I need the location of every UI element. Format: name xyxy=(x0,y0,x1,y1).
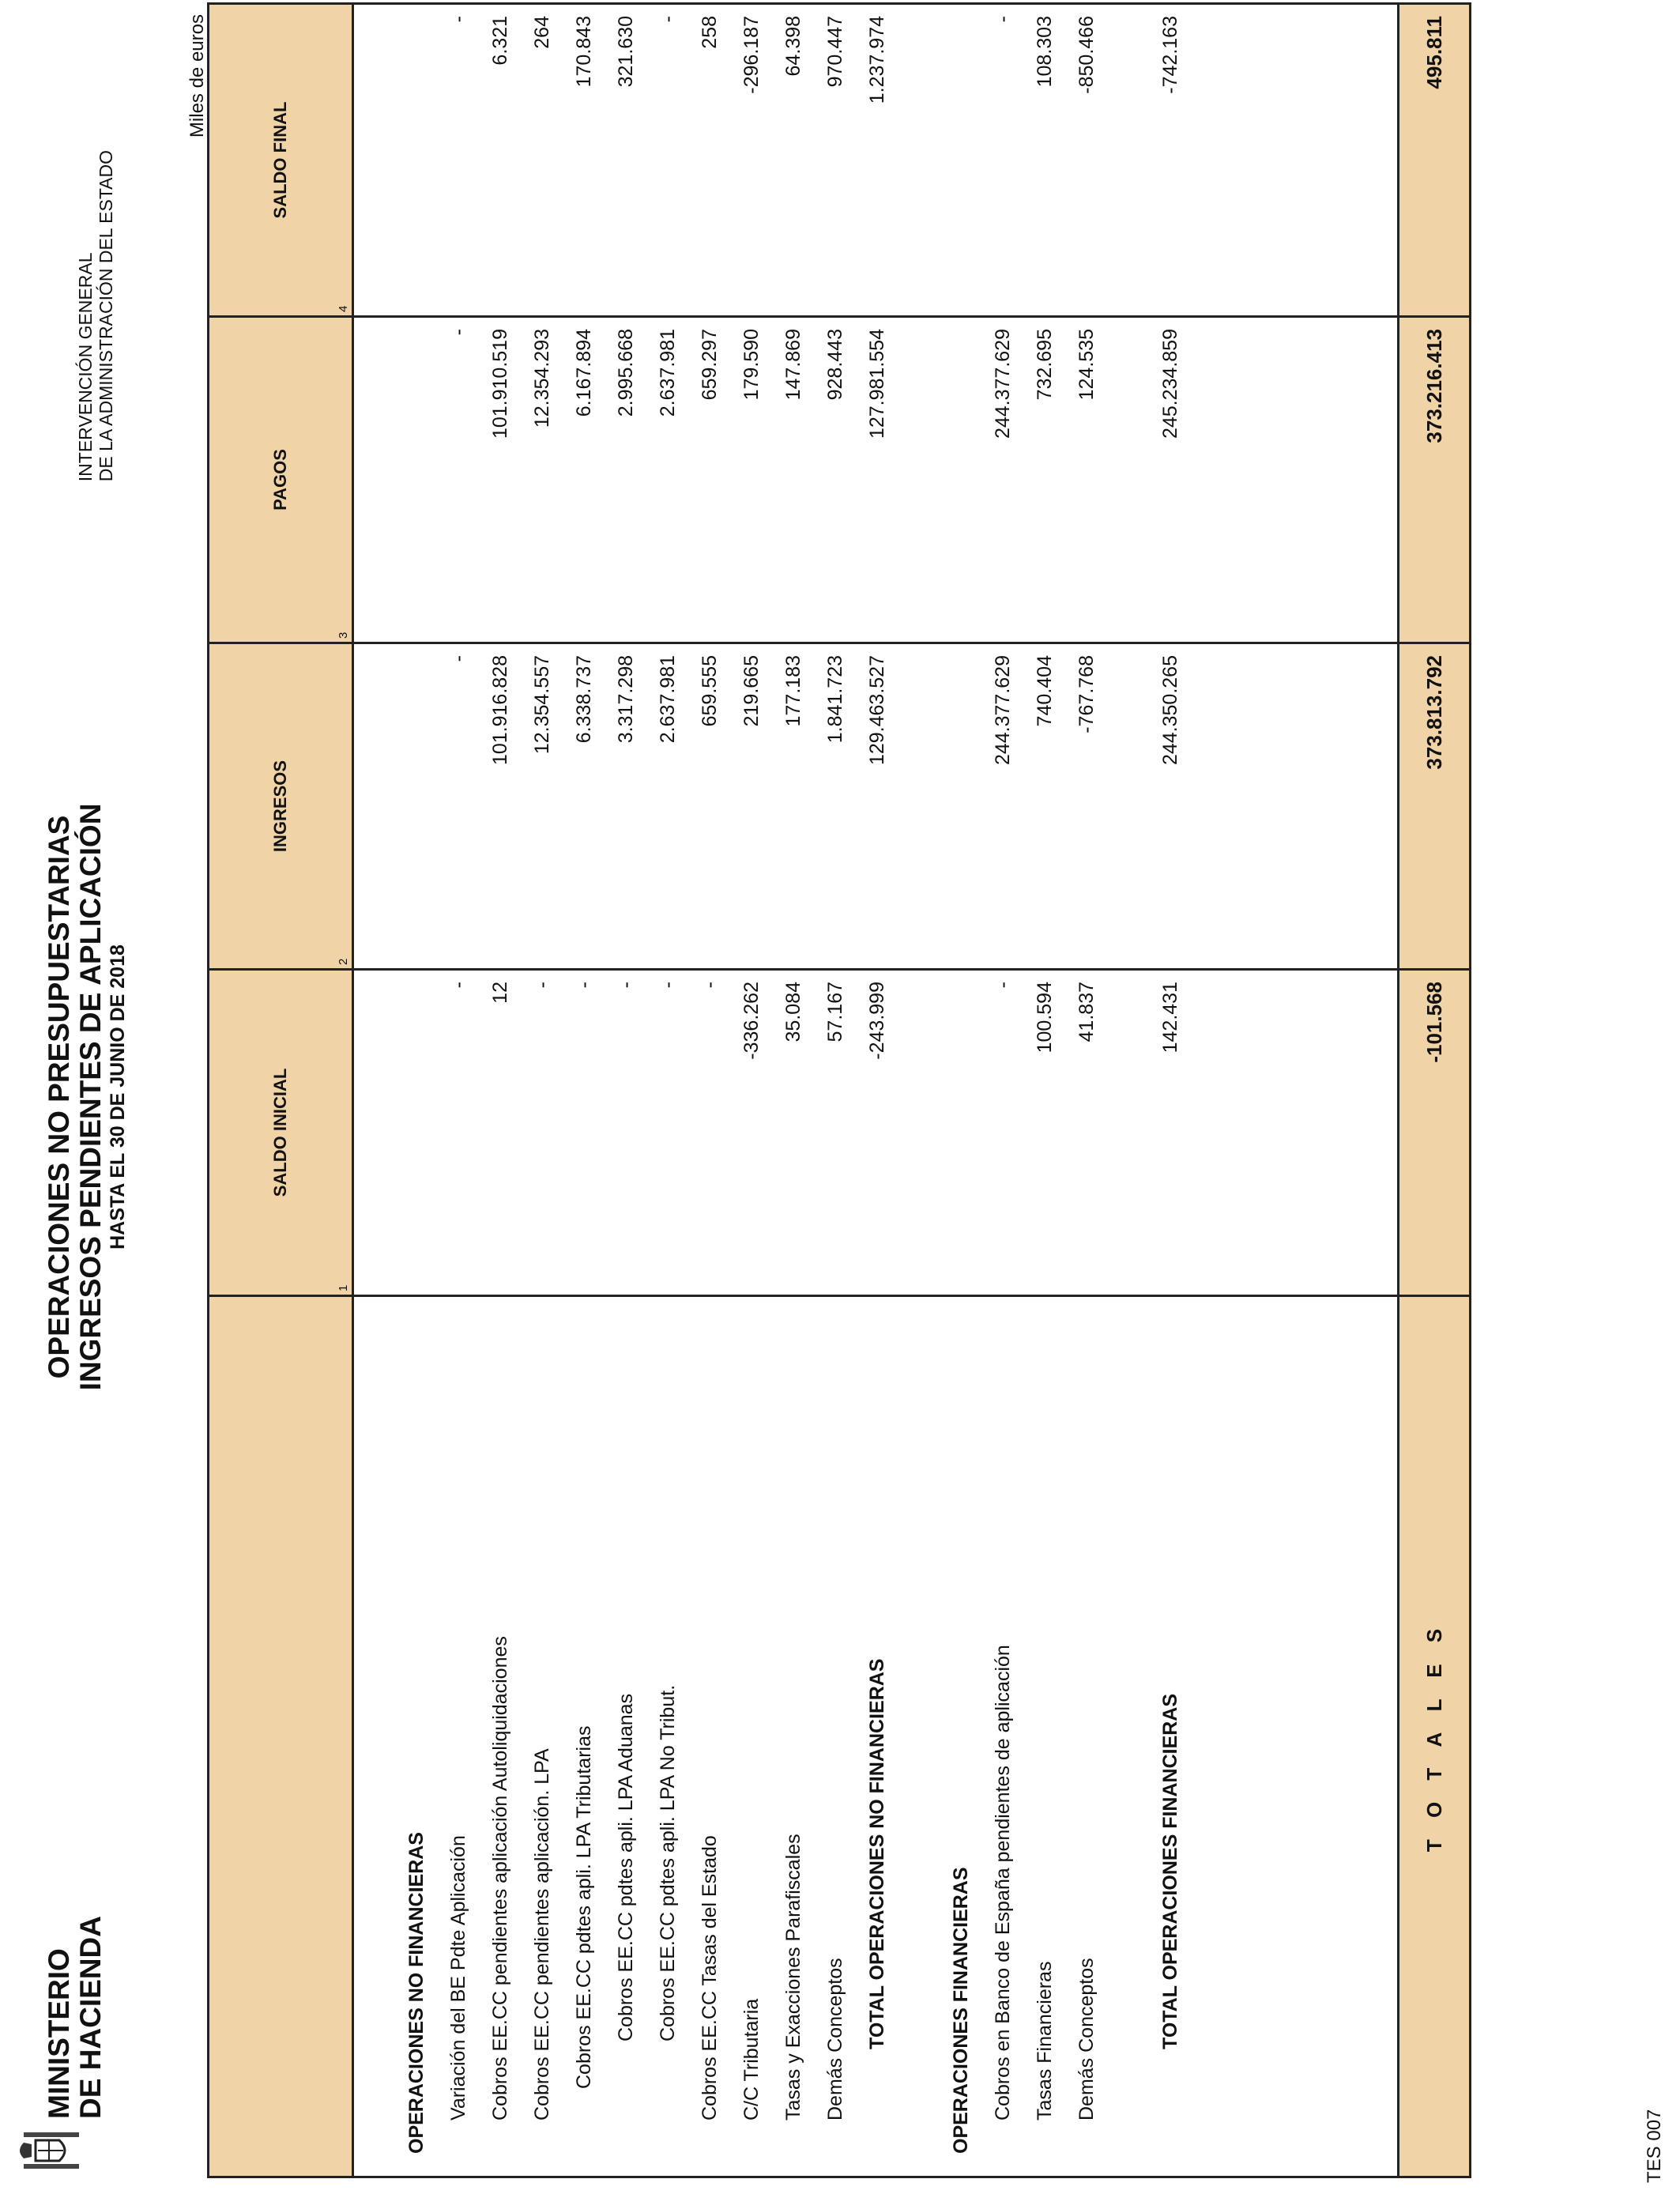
totals-row xyxy=(1399,4,1471,2177)
table-cell: 100.594 xyxy=(1034,982,1056,1054)
table-cell: -336.262 xyxy=(740,982,763,1060)
table-cell: - xyxy=(992,16,1014,23)
table-cell: -767.768 xyxy=(1075,655,1098,733)
table-cell: 12 xyxy=(489,982,511,1004)
table-cell: 12.354.293 xyxy=(531,329,553,428)
column-number: 2 xyxy=(337,958,350,965)
table-cell xyxy=(396,971,438,1295)
table-cell: 2.995.668 xyxy=(615,329,637,417)
ministry-line-1: MINISTERIO xyxy=(43,1948,75,2119)
table-cell: - xyxy=(699,982,721,989)
pagos-column xyxy=(353,317,1399,643)
table-cell: - xyxy=(992,982,1014,989)
table-cell: -296.187 xyxy=(740,16,763,94)
row-label: Tasas y Exacciones Parafiscales xyxy=(782,1834,804,2120)
row-label: C/C Tributaria xyxy=(740,1998,763,2120)
table-cell: 108.303 xyxy=(1034,16,1056,88)
table-header-row xyxy=(209,4,353,2177)
header-pagos xyxy=(209,317,353,643)
subtotal-label: TOTAL OPERACIONES NO FINANCIERAS xyxy=(866,1658,888,2049)
row-label: Cobros en Banco de España pendientes de aplicación xyxy=(992,1645,1014,2120)
total-ingresos: 373.813.792 xyxy=(1399,643,1471,970)
table-cell: 147.869 xyxy=(782,329,804,401)
table-cell: - xyxy=(657,982,679,989)
row-label: Cobros EE.CC Tasas del Estado xyxy=(699,1835,721,2120)
table-cell: 6.321 xyxy=(489,16,511,66)
table-cell: 127.981.554 xyxy=(866,329,888,439)
table-cell: 179.590 xyxy=(740,329,763,401)
title-line-3: HASTA EL 30 DE JUNIO DE 2018 xyxy=(107,944,129,1250)
column-label: PAGOS xyxy=(270,449,290,511)
table-cell: 1.841.723 xyxy=(824,655,846,744)
table-body-row xyxy=(353,4,1399,2177)
table-cell: - xyxy=(573,982,595,989)
header-concept-cell xyxy=(209,1296,353,2177)
table-cell: 3.317.298 xyxy=(615,655,637,744)
table-cell xyxy=(940,5,982,315)
table-cell: 12.354.557 xyxy=(531,655,553,755)
table-cell xyxy=(396,318,438,642)
table-cell: -850.466 xyxy=(1075,16,1098,94)
table-cell: -742.163 xyxy=(1159,16,1181,94)
table-cell: - xyxy=(447,982,469,989)
row-label: Tasas Financieras xyxy=(1034,1961,1056,2120)
table-cell: 129.463.527 xyxy=(866,655,888,766)
report-table xyxy=(207,2,1471,2178)
column-label: SALDO FINAL xyxy=(270,101,290,219)
row-label: Cobros EE.CC pdtes apli. LPA Tributarias xyxy=(573,1725,595,2089)
table-cell xyxy=(1108,971,1150,1295)
table-cell: - xyxy=(447,329,469,336)
table-cell: 244.377.629 xyxy=(992,655,1014,766)
column-number: 4 xyxy=(337,305,350,312)
table-cell: 321.630 xyxy=(615,16,637,88)
saldo-inicial-column xyxy=(353,970,1399,1296)
table-cell: 219.665 xyxy=(740,655,763,727)
column-number: 1 xyxy=(337,1284,350,1291)
subtotal-label: TOTAL OPERACIONES FINANCIERAS xyxy=(1159,1693,1181,2049)
table-cell: - xyxy=(531,982,553,989)
row-label: Demás Conceptos xyxy=(824,1958,846,2120)
table-cell: 6.167.894 xyxy=(573,329,595,417)
row-label: Cobros EE.CC pendientes aplicación. LPA xyxy=(531,1748,553,2120)
table-cell xyxy=(1108,318,1150,642)
row-label: Cobros EE.CC pdtes apli. LPA No Tribut. xyxy=(657,1684,679,2041)
column-number: 3 xyxy=(337,631,350,639)
table-cell: 41.837 xyxy=(1075,982,1098,1042)
table-cell: 244.350.265 xyxy=(1159,655,1181,766)
table-cell: 258 xyxy=(699,16,721,49)
spacer-row xyxy=(898,1297,940,2176)
table-cell: 177.183 xyxy=(782,655,804,727)
table-cell: 101.916.828 xyxy=(489,655,511,766)
table-cell xyxy=(396,5,438,315)
table-cell: 2.637.981 xyxy=(657,655,679,744)
row-label: Variación del BE Pdte Aplicación xyxy=(447,1835,469,2120)
spacer-row xyxy=(1108,1297,1150,2176)
table-cell: 659.297 xyxy=(699,329,721,401)
table-cell: 245.234.859 xyxy=(1159,329,1181,439)
table-cell xyxy=(940,644,982,968)
table-cell: 35.084 xyxy=(782,982,804,1042)
table-cell: - xyxy=(447,16,469,23)
header-saldo-inicial xyxy=(209,970,353,1296)
table-cell: 124.535 xyxy=(1075,329,1098,401)
table-cell: 970.447 xyxy=(824,16,846,88)
table-cell: 264 xyxy=(531,16,553,49)
title-line-1: OPERACIONES NO PRESUPUESTARIAS xyxy=(43,815,75,1379)
totals-label: T O T A L E S xyxy=(1399,1296,1471,2177)
table-cell: 732.695 xyxy=(1034,329,1056,401)
table-cell: 101.910.519 xyxy=(489,329,511,439)
column-label: INGRESOS xyxy=(270,760,290,853)
table-cell xyxy=(354,644,396,968)
table-cell xyxy=(396,644,438,968)
table-cell: - xyxy=(615,982,637,989)
table-cell: 170.843 xyxy=(573,16,595,88)
section-heading: OPERACIONES FINANCIERAS xyxy=(950,1867,972,2154)
table-cell xyxy=(898,318,940,642)
igae-line-2: DE LA ADMINISTRACIÓN DEL ESTADO xyxy=(96,150,116,482)
table-cell xyxy=(1108,5,1150,315)
table-cell xyxy=(354,971,396,1295)
table-cell xyxy=(898,644,940,968)
table-cell xyxy=(354,318,396,642)
table-cell xyxy=(354,5,396,315)
table-cell xyxy=(1108,644,1150,968)
ministry-line-2: DE HACIENDA xyxy=(74,1916,107,2119)
total-saldo-inicial: -101.568 xyxy=(1399,970,1471,1296)
table-cell: 1.237.974 xyxy=(866,16,888,104)
saldo-final-column xyxy=(353,4,1399,317)
header-saldo-final xyxy=(209,4,353,317)
igae-line-1: INTERVENCIÓN GENERAL xyxy=(75,252,96,482)
footer-code: TES 007 xyxy=(1644,2109,1665,2183)
table-cell: 928.443 xyxy=(824,329,846,401)
row-label: Cobros EE.CC pdtes apli. LPA Aduanas xyxy=(615,1693,637,2041)
table-cell: 2.637.981 xyxy=(657,329,679,417)
table-cell: 64.398 xyxy=(782,16,804,77)
table-cell xyxy=(940,971,982,1295)
table-cell: - xyxy=(657,16,679,23)
total-pagos: 373.216.413 xyxy=(1399,317,1471,643)
title-line-2: INGRESOS PENDIENTES DE APLICACIÓN xyxy=(74,803,107,1391)
section-heading: OPERACIONES NO FINANCIERAS xyxy=(405,1832,428,2154)
table-cell: 244.377.629 xyxy=(992,329,1014,439)
table-cell: -243.999 xyxy=(866,982,888,1060)
table-cell xyxy=(940,318,982,642)
table-cell: - xyxy=(447,655,469,662)
row-label: Cobros EE.CC pendientes aplicación Autoliquidaciones xyxy=(489,1636,511,2120)
row-label: Demás Conceptos xyxy=(1075,1958,1098,2120)
table-cell: 57.167 xyxy=(824,982,846,1042)
igae-heading xyxy=(75,150,116,481)
table-cell: 740.404 xyxy=(1034,655,1056,727)
ingresos-column xyxy=(353,643,1399,970)
table-cell: 659.555 xyxy=(699,655,721,727)
concept-column xyxy=(353,1296,1399,2177)
table-cell xyxy=(898,971,940,1295)
table-cell: 6.338.737 xyxy=(573,655,595,744)
table-cell xyxy=(898,5,940,315)
units-label: Miles de euros xyxy=(186,14,208,138)
header-ingresos xyxy=(209,643,353,970)
column-label: SALDO INICIAL xyxy=(270,1068,290,1197)
spacer-row xyxy=(354,1297,396,2176)
total-saldo-final: 495.811 xyxy=(1399,4,1471,317)
table-cell: 142.431 xyxy=(1159,982,1181,1054)
